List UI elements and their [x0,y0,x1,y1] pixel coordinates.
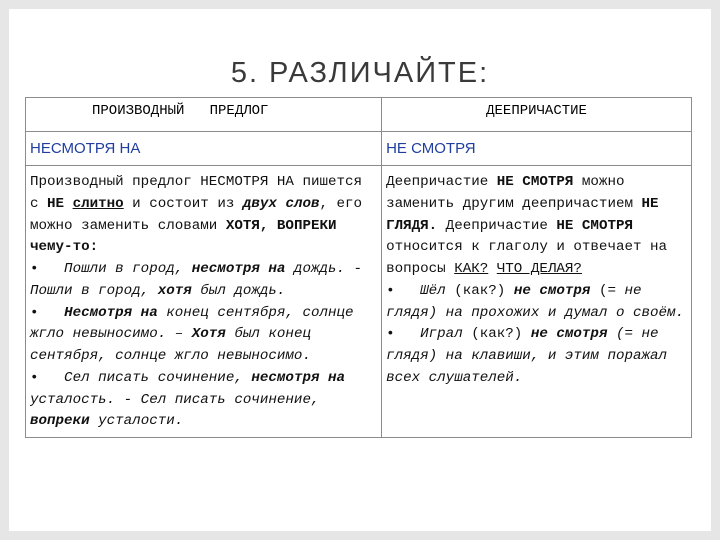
left-cell [26,166,382,438]
right-cell [382,166,692,438]
left-rule: Производный предлог НЕСМОТРЯ НА пишется с НЕ слитно и состоит из двух слов, его можно заменить словами ХОТЯ, ВОПРЕКИ чему-то: [30,174,363,256]
left-example-1: • Пошли в город, несмотря на дождь. - Пошли в город, хотя был дождь. [30,261,363,299]
subheader-right: НЕ СМОТРЯ [382,132,692,166]
right-example-2: • Играл (как?) не смотря (= не глядя) на клавиши, и этим поражал всех слушателей. [386,326,668,386]
comparison-table [25,97,692,438]
bullet: • [386,282,395,299]
subheader-left: НЕСМОТРЯ НА [26,132,382,166]
body-row [26,166,692,438]
bullet: • [30,369,39,386]
left-example-3: • Сел писать сочинение, несмотря на усталость. - Сел писать сочинение, вопреки усталости. [30,369,346,430]
slide-title: 5. РАЗЛИЧАЙТЕ: [230,57,490,89]
right-rule: Деепричастие НЕ СМОТРЯ можно заменить другим деепричастием НЕ ГЛЯДЯ. Деепричастие НЕ СМОТРЯ относится к глаголу и отвечает на вопросы КАК? ЧТО ДЕЛАЯ? [386,174,668,277]
bullet: • [386,326,395,343]
subheader-row [26,132,692,166]
bullet: • [30,304,39,321]
right-example-1: • Шёл (как?) не смотря (= не глядя) на прохожих и думал о своём. [386,282,685,321]
header-left [26,98,382,132]
header-right: ДЕЕПРИЧАСТИЕ [382,98,692,132]
bullet: • [30,261,39,277]
left-example-2: • Несмотря на конец сентября, солнце жгло невыносимо. – Хотя был конец сентября, солнце жгло невыносимо. [30,304,354,364]
header-left-text: ПРОИЗВОДНЫЙ ПРЕДЛОГ [92,103,269,119]
header-row [26,98,692,132]
